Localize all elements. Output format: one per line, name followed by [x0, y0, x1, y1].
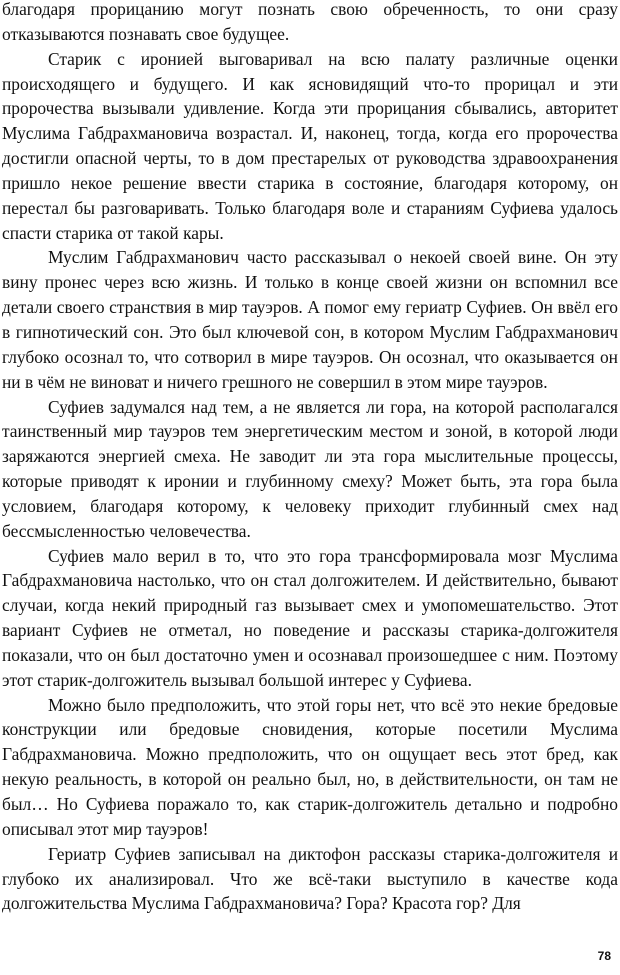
paragraph: Суфиев мало верил в то, что это гора трансформировала мозг Муслима Габдрахмановича настолько, что он стал долгожителем. И действительно, бывают случаи, когда некий природный газ вызывает смех и умопомешательство. Этот вариант Суфиев не отметал, но поведение и рассказы старика-долгожителя показали, что он был достаточно умен и осознавал произошедшее с ним. Поэтому этот старик-долгожитель вызывал большой интерес у Суфиева. [2, 545, 618, 690]
paragraph: Старик с иронией выговаривал на всю палату различные оценки происходящего и будущего. И как ясновидящий что-то прорицал и эти пророчества вызывали удивление. Когда эти прорицания сбывались, авторитет Муслима Габдрахмановича возрастал. И, наконец, тогда, когда его пророчества достигли опасной черты, то в дом престарелых от руководства здравоохранения пришло некое решение ввести старика в состояние, благодаря которому, он перестал бы разговаривать. Только благодаря воле и стараниям Суфиева удалось спасти старика от такой кары. [2, 48, 618, 243]
page-number: 78 [597, 949, 611, 963]
page-text [2, 0, 618, 916]
paragraph: Можно было предположить, что этой горы нет, что всё это некие бредовые конструкции или бредовые сновидения, которые посетили Муслима Габдрахмановича. Можно предположить, что он ощущает весь этот бред, как некую реальность, в которой он реально был, но, в действительности, он там не был… Но Суфиева поражало то, как старик-долгожитель детально и подробно описывал этот мир тауэров! [2, 694, 618, 839]
paragraph: благодаря прорицанию могут познать свою обреченность, то они сразу отказываются познавать свое будущее. [2, 0, 618, 44]
paragraph: Суфиев задумался над тем, а не является ли гора, на которой располагался таинственный мир тауэров тем энергетическим местом и зоной, в которой люди заряжаются энергией смеха. Не заводит ли эта гора мыслительные процессы, которые приводят к иронии и глубинному смеху? Может быть, эта гора была условием, благодаря которому, к человеку приходит глубинный смех над бессмысленностью человечества. [2, 396, 618, 541]
paragraph: Муслим Габдрахманович часто рассказывал о некоей своей вине. Он эту вину пронес через всю жизнь. И только в конце своей жизни он вспомнил все детали своего странствия в мир тауэров. А помог ему гериатр Суфиев. Он ввёл его в гипнотический сон. Это был ключевой сон, в котором Муслим Габдрахманович глубоко осознал то, что сотворил в мире тауэров. Он осознал, что оказывается он ни в чём не виноват и ничего грешного не совершил в этом мире тауэров. [2, 247, 618, 392]
paragraph: Гериатр Суфиев записывал на диктофон рассказы старика-долгожителя и глубоко их анализировал. Что же всё-таки выступило в качестве кода долгожительства Муслима Габдрахмановича? Гора? Красота гор? Для [2, 843, 618, 914]
